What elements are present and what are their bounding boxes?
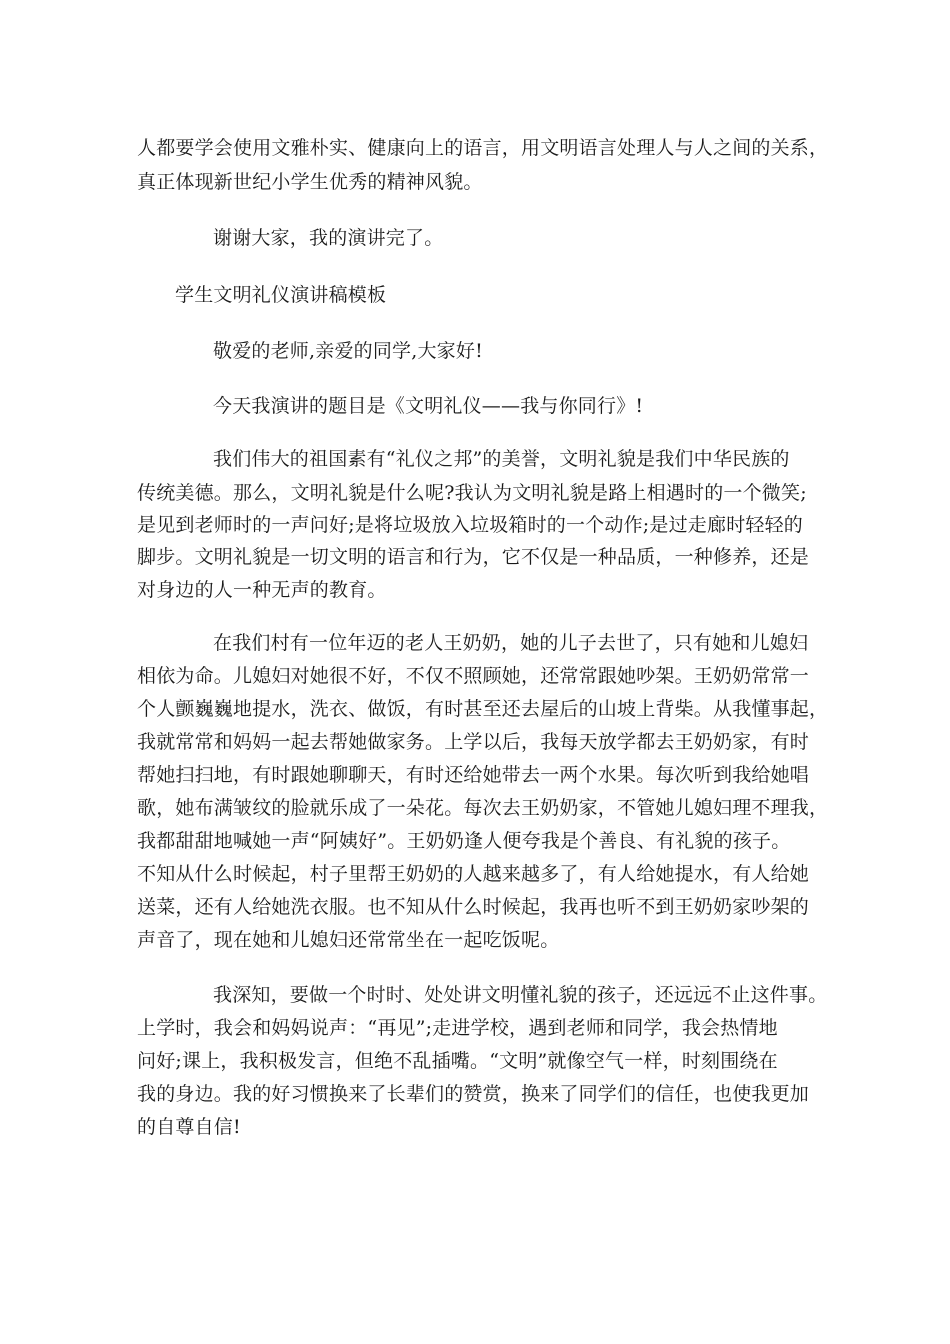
text-line: 歌，她布满皱纹的脸就乐成了一朵花。每次去王奶奶家，不管她儿媳妇理不理我， [137,797,829,819]
text-line: 问好;课上，我积极发言，但绝不乱插嘴。“文明”就像空气一样，时刻围绕在 [137,1050,778,1072]
text-line: 我深知，要做一个时时、处处讲文明懂礼貌的孩子，还远远不止这件事。 [213,984,828,1006]
text-line: 谢谢大家，我的演讲完了。 [213,227,444,249]
text-line: 我们伟大的祖国素有“礼仪之邦”的美誉，文明礼貌是我们中华民族的 [213,448,790,470]
text-line: 在我们村有一位年迈的老人王奶奶，她的儿子去世了，只有她和儿媳妇 [213,632,809,654]
text-line: 传统美德。那么，文明礼貌是什么呢?我认为文明礼貌是路上相遇时的一个微笑; [137,482,807,504]
text-line: 不知从什么时候起，村子里帮王奶奶的人越来越多了，有人给她提水，有人给她 [137,863,810,885]
text-line: 脚步。文明礼貌是一切文明的语言和行为，它不仅是一种品质，一种修养，还是 [137,546,810,568]
text-line: 我就常常和妈妈一起去帮她做家务。上学以后，我每天放学都去王奶奶家，有时 [137,731,810,753]
text-line: 对身边的人一种无声的教育。 [137,579,387,601]
text-line: 的自尊自信! [137,1116,241,1138]
text-line: 帮她扫扫地，有时跟她聊聊天，有时还给她带去一两个水果。每次听到我给她唱 [137,764,810,786]
text-line: 我都甜甜地喊她一声“阿姨好”。王奶奶逢人便夸我是个善良、有礼貌的孩子。 [137,830,791,852]
text-line: 声音了，现在她和儿媳妇还常常坐在一起吃饭呢。 [137,929,560,951]
text-line: 是见到老师时的一声问好;是将垃圾放入垃圾箱时的一个动作;是过走廊时轻轻的 [137,514,804,536]
text-line: 我的身边。我的好习惯换来了长辈们的赞赏，换来了同学们的信任，也使我更加 [137,1083,810,1105]
section-heading: 学生文明礼仪演讲稿模板 [175,284,387,306]
text-line: 今天我演讲的题目是《文明礼仪——我与你同行》! [213,395,644,417]
text-line: 上学时，我会和妈妈说声：“再见”;走进学校，遇到老师和同学，我会热情地 [137,1017,778,1039]
text-line: 个人颤巍巍地提水，洗衣、做饭，有时甚至还去屋后的山坡上背柴。从我懂事起， [137,698,829,720]
text-line: 人都要学会使用文雅朴实、健康向上的语言，用文明语言处理人与人之间的关系， [137,137,829,159]
text-line: 敬爱的老师,亲爱的同学,大家好! [213,340,483,362]
text-line: 相依为命。儿媳妇对她很不好，不仅不照顾她，还常常跟她吵架。王奶奶常常一 [137,665,810,687]
text-line: 送菜，还有人给她洗衣服。也不知从什么时候起，我再也听不到王奶奶家吵架的 [137,896,810,918]
text-line: 真正体现新世纪小学生优秀的精神风貌。 [137,171,483,193]
